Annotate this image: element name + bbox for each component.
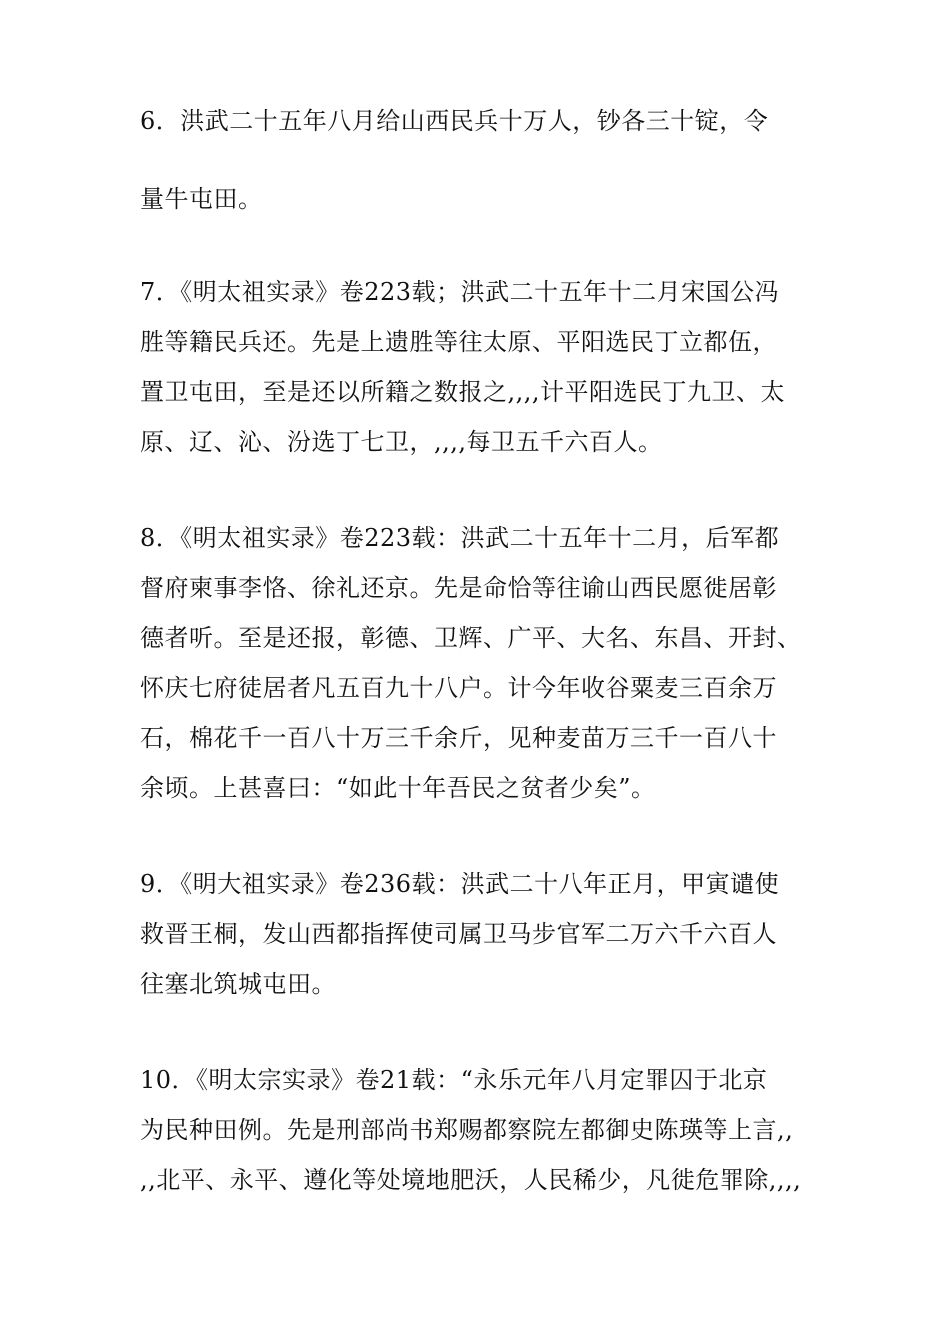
paragraph-7-line-1: 7．《明太祖实录》卷223载；洪武二十五年十二月宋国公冯 — [140, 278, 780, 306]
paragraph-6-line-1: 6．洪武二十五年八月给山西民兵十万人，钞各三十锭，令 — [140, 107, 769, 135]
paragraph-6-line-2: 量牛屯田。 — [140, 185, 263, 213]
paragraph-10-line-3: ,,北平、永平、遵化等处境地肥沃，人民稀少，凡徙危罪除,,,, — [140, 1166, 802, 1194]
paragraph-8-line-1: 8．《明太祖实录》卷223载：洪武二十五年十二月，后军都 — [140, 524, 780, 552]
paragraph-8-line-4: 怀庆七府徒居者凡五百九十八户。计今年收谷粟麦三百余万 — [140, 674, 777, 702]
paragraph-9-line-1: 9．《明大祖实录》卷236载：洪武二十八年正月，甲寅谴使 — [140, 870, 780, 898]
paragraph-7-line-3: 置卫屯田，至是还以所籍之数报之,,,,计平阳选民丁九卫、太 — [140, 378, 786, 406]
paragraph-9-line-2: 救晋王桐，发山西都指挥使司属卫马步官军二万六千六百人 — [140, 920, 777, 948]
paragraph-10-line-2: 为民种田例。先是刑部尚书郑赐都察院左都御史陈瑛等上言,, — [140, 1116, 794, 1144]
paragraph-7-line-2: 胜等籍民兵还。先是上遗胜等往太原、平阳选民丁立都伍， — [140, 328, 777, 356]
paragraph-8-line-5: 石，棉花千一百八十万三千余斤，见种麦苗万三千一百八十 — [140, 724, 777, 752]
paragraph-8-line-3: 德者听。至是还报，彰德、卫辉、广平、大名、东昌、开封、 — [140, 624, 802, 652]
paragraph-8-line-2: 督府柬事李恪、徐礼还京。先是命恰等往谕山西民愿徙居彰 — [140, 574, 777, 602]
paragraph-8-line-6: 余顷。上甚喜曰：“如此十年吾民之贫者少矣”。 — [140, 774, 656, 802]
paragraph-10-line-1: 10．《明太宗实录》卷21载：“永乐元年八月定罪囚于北京 — [140, 1066, 768, 1094]
paragraph-7-line-4: 原、辽、沁、汾选丁七卫，,,,,每卫五千六百人。 — [140, 428, 663, 456]
paragraph-9-line-3: 往塞北筑城屯田。 — [140, 970, 336, 998]
